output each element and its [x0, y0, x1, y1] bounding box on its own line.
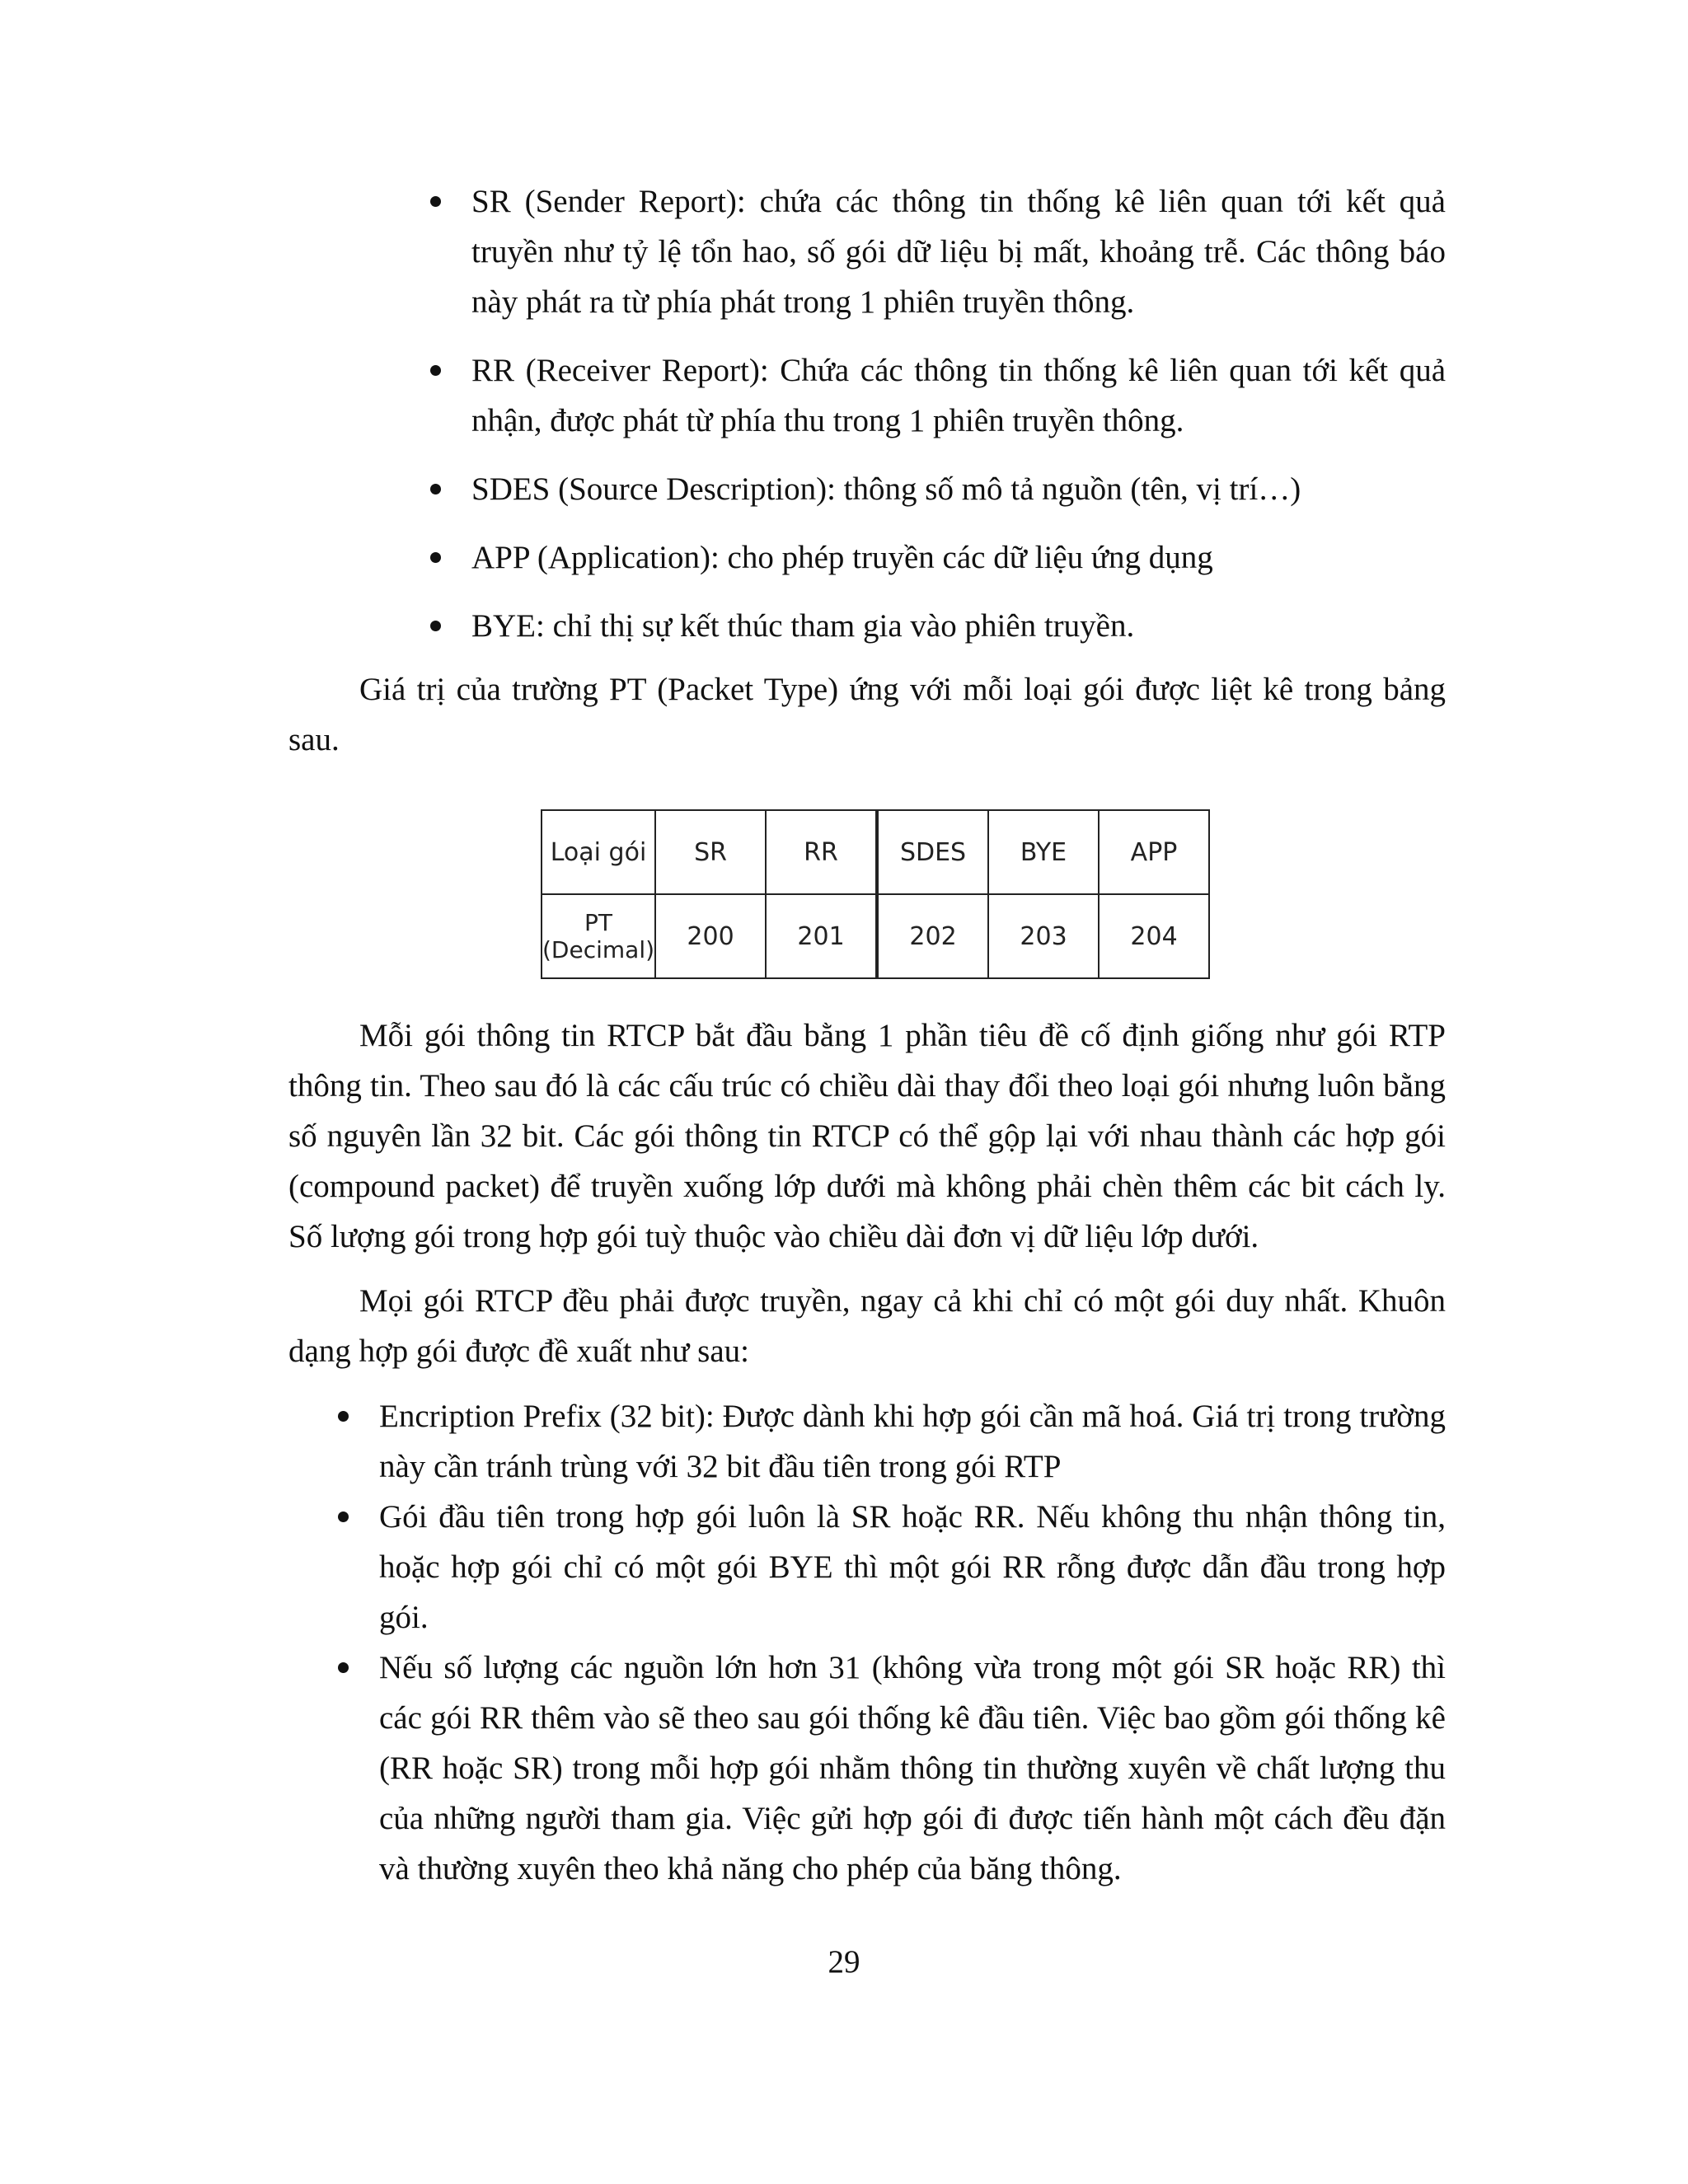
bullet-icon: [338, 1662, 349, 1673]
paragraph-rtcp-header: Mỗi gói thông tin RTCP bắt đầu bằng 1 phần tiêu đề cố định giống như gói RTP thông tin. Theo sau đó là các cấu trúc có chiều dài thay đổi theo loại gói nhưng luôn bằng số nguyên lần 32 bit. Các gói thông tin RTCP có thể gộp lại với nhau thành các hợp gói (compound packet) để truyền xuống lớp dưới mà không phải chèn thêm các bit cách ly. Số lượng gói trong hợp gói tuỳ thuộc vào chiều dài đơn vị dữ liệu lớp dưới.: [288, 1018, 1446, 1254]
list-item-text: SR (Sender Report): chứa các thông tin thống kê liên quan tới kết quả truyền như tỷ lệ tổn hao, số gói dữ liệu bị mất, khoảng trễ. Các thông báo này phát ra từ phía phát trong 1 phiên truyền thông.: [471, 184, 1446, 320]
list-item: [471, 176, 1446, 327]
table-cell: 202: [877, 894, 988, 978]
rtcp-packet-type-list: [471, 176, 1446, 669]
list-item: [471, 532, 1446, 583]
paragraph-packet-type-intro: Giá trị của trường PT (Packet Type) ứng với mỗi loại gói được liệt kê trong bảng sau.: [288, 672, 1446, 757]
table-row: [542, 894, 1209, 978]
compound-packet-rules-list: [379, 1391, 1446, 1894]
list-item: [471, 601, 1446, 651]
list-item-text: Nếu số lượng các nguồn lớn hơn 31 (không vừa trong một gói SR hoặc RR) thì các gói RR thêm vào sẽ theo sau gói thống kê đầu tiên. Việc bao gồm gói thống kê (RR hoặc SR) trong mỗi hợp gói nhằm thông tin thường xuyên về chất lượng thu của những người tham gia. Việc gửi hợp gói đi được tiến hành một cách đều đặn và thường xuyên theo khả năng cho phép của băng thông.: [379, 1650, 1446, 1886]
bullet-icon: [430, 552, 441, 563]
bullet-icon: [338, 1511, 349, 1522]
paragraph-compound-packet: Mọi gói RTCP đều phải được truyền, ngay cả khi chỉ có một gói duy nhất. Khuôn dạng hợp gói được đề xuất như sau:: [288, 1283, 1446, 1369]
table-cell: 204: [1099, 894, 1209, 978]
table-header-line: PT: [584, 909, 613, 936]
table-cell: APP: [1099, 810, 1209, 894]
list-item-text: APP (Application): cho phép truyền các dữ liệu ứng dụng: [471, 540, 1213, 575]
bullet-icon: [430, 621, 441, 631]
list-item: [471, 464, 1446, 514]
list-item-text: Gói đầu tiên trong hợp gói luôn là SR hoặc RR. Nếu không thu nhận thông tin, hoặc hợp gói chỉ có một gói BYE thì một gói RR rỗng được dẫn đầu trong hợp gói.: [379, 1499, 1446, 1635]
table-cell: SDES: [877, 810, 988, 894]
list-item: [379, 1492, 1446, 1643]
list-item-text: BYE: chỉ thị sự kết thúc tham gia vào phiên truyền.: [471, 608, 1135, 644]
table-cell: SR: [655, 810, 766, 894]
table-header-line: (Decimal): [542, 936, 655, 963]
bullet-icon: [430, 365, 441, 376]
table-cell: BYE: [988, 810, 1099, 894]
table-header-cell: [542, 894, 655, 978]
list-item-text: RR (Receiver Report): Chứa các thông tin thống kê liên quan tới kết quả nhận, được phát từ phía thu trong 1 phiên truyền thông.: [471, 353, 1446, 438]
table-header-cell: Loại gói: [542, 810, 655, 894]
list-item-text: SDES (Source Description): thông số mô tả nguồn (tên, vị trí…): [471, 471, 1301, 507]
table-cell: 200: [655, 894, 766, 978]
table-row: [542, 810, 1209, 894]
bullet-icon: [338, 1411, 349, 1422]
list-item: [379, 1643, 1446, 1894]
packet-type-table: [541, 809, 1210, 979]
list-item: [379, 1391, 1446, 1492]
list-item: [471, 345, 1446, 446]
table-cell: 203: [988, 894, 1099, 978]
bullet-icon: [430, 196, 441, 207]
bullet-icon: [430, 484, 441, 494]
table-cell: 201: [766, 894, 877, 978]
list-item-text: Encription Prefix (32 bit): Được dành khi hợp gói cần mã hoá. Giá trị trong trường này cần tránh trùng với 32 bit đầu tiên trong gói RTP: [379, 1399, 1446, 1484]
page-number: 29: [828, 1944, 860, 1980]
table-cell: RR: [766, 810, 877, 894]
